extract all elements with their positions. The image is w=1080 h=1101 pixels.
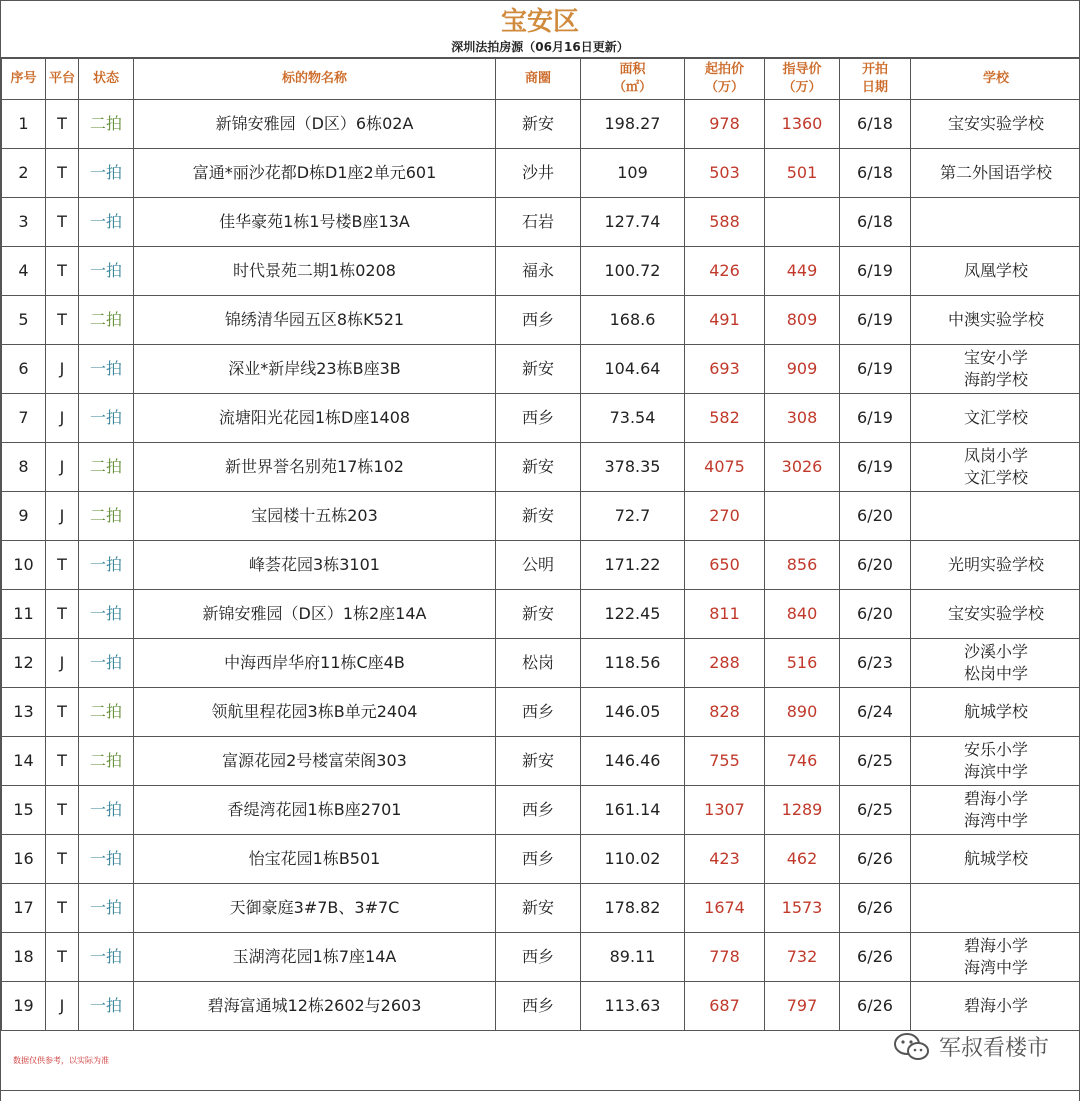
row-size-cell: 378.35: [581, 443, 685, 492]
row-start-price-cell: 4075: [685, 443, 765, 492]
row-name-cell: 时代景苑二期1栋0208: [134, 247, 496, 296]
table-row: [2, 884, 1080, 933]
row-area-cell: 福永: [496, 247, 581, 296]
school-name: 海滨中学: [963, 762, 1028, 781]
row-status-cell: 一拍: [79, 345, 134, 394]
row-date-cell: 6/19: [840, 345, 911, 394]
row-platform-cell: J: [46, 345, 79, 394]
table-row: [2, 688, 1080, 737]
row-platform-cell: J: [46, 443, 79, 492]
row-guide-price-cell: 797: [765, 982, 840, 1031]
row-size-cell: 113.63: [581, 982, 685, 1031]
row-guide-price-cell: 449: [765, 247, 840, 296]
row-school-cell: [911, 541, 1080, 590]
row-start-price-cell: 693: [685, 345, 765, 394]
school-name: 碧海小学: [963, 789, 1028, 808]
row-no-cell: 17: [2, 884, 46, 933]
row-school-cell: [911, 688, 1080, 737]
row-platform-cell: T: [46, 933, 79, 982]
row-date-cell: 6/20: [840, 590, 911, 639]
school-name: 凤岗小学: [963, 446, 1028, 465]
table-row: [2, 982, 1080, 1031]
table-row: [2, 296, 1080, 345]
row-guide-price-cell: 462: [765, 835, 840, 884]
row-start-price-cell: 426: [685, 247, 765, 296]
row-school-cell: [911, 884, 1080, 933]
school-name: 文汇学校: [963, 408, 1028, 427]
row-guide-price-cell: 732: [765, 933, 840, 982]
school-name: 松岗中学: [963, 664, 1028, 683]
row-no-cell: 4: [2, 247, 46, 296]
page-subtitle: 深圳法拍房源（06月16日更新）: [451, 40, 629, 54]
row-start-price-cell: 828: [685, 688, 765, 737]
row-size-cell: 171.22: [581, 541, 685, 590]
row-area-cell: 西乡: [496, 982, 581, 1031]
row-status-cell: 一拍: [79, 541, 134, 590]
row-guide-price-cell: 308: [765, 394, 840, 443]
row-platform-cell: J: [46, 982, 79, 1031]
row-school-cell: [911, 639, 1080, 688]
col-header-guide-price: [765, 59, 840, 100]
row-date-cell: 6/18: [840, 149, 911, 198]
row-no-cell: 1: [2, 100, 46, 149]
row-name-cell: 新锦安雅园（D区）6栋02A: [134, 100, 496, 149]
table-body: [2, 100, 1080, 1031]
row-platform-cell: J: [46, 394, 79, 443]
row-name-cell: 怡宝花园1栋B501: [134, 835, 496, 884]
row-area-cell: 新安: [496, 345, 581, 394]
row-area-cell: 西乡: [496, 688, 581, 737]
row-platform-cell: T: [46, 688, 79, 737]
row-size-cell: 72.7: [581, 492, 685, 541]
row-school-cell: [911, 492, 1080, 541]
row-area-cell: 西乡: [496, 786, 581, 835]
row-status-cell: 一拍: [79, 247, 134, 296]
school-name: 安乐小学: [963, 740, 1028, 759]
row-platform-cell: T: [46, 149, 79, 198]
row-area-cell: 松岗: [496, 639, 581, 688]
row-size-cell: 127.74: [581, 198, 685, 247]
school-name: 光明实验学校: [947, 555, 1044, 574]
row-guide-price-cell: 1360: [765, 100, 840, 149]
row-name-cell: 锦绣清华园五区8栋K521: [134, 296, 496, 345]
col-header-start-price: [685, 59, 765, 100]
row-platform-cell: T: [46, 296, 79, 345]
row-name-cell: 碧海富通城12栋2602与2603: [134, 982, 496, 1031]
col-header-size: [581, 59, 685, 100]
row-school-cell: [911, 737, 1080, 786]
row-guide-price-cell: 840: [765, 590, 840, 639]
row-area-cell: 石岩: [496, 198, 581, 247]
row-no-cell: 13: [2, 688, 46, 737]
row-start-price-cell: 755: [685, 737, 765, 786]
row-date-cell: 6/25: [840, 786, 911, 835]
row-school-cell: [911, 835, 1080, 884]
table-row: [2, 394, 1080, 443]
row-date-cell: 6/19: [840, 296, 911, 345]
row-guide-price-cell: 1573: [765, 884, 840, 933]
row-start-price-cell: 582: [685, 394, 765, 443]
row-status-cell: 二拍: [79, 296, 134, 345]
row-start-price-cell: 288: [685, 639, 765, 688]
row-size-cell: 109: [581, 149, 685, 198]
row-status-cell: 二拍: [79, 737, 134, 786]
row-date-cell: 6/19: [840, 443, 911, 492]
row-no-cell: 5: [2, 296, 46, 345]
row-date-cell: 6/19: [840, 247, 911, 296]
row-start-price-cell: 687: [685, 982, 765, 1031]
row-status-cell: 二拍: [79, 100, 134, 149]
row-size-cell: 178.82: [581, 884, 685, 933]
row-area-cell: 新安: [496, 492, 581, 541]
school-name: 碧海小学: [963, 996, 1028, 1015]
row-start-price-cell: 588: [685, 198, 765, 247]
row-name-cell: 峰荟花园3栋3101: [134, 541, 496, 590]
table-row: [2, 198, 1080, 247]
row-no-cell: 9: [2, 492, 46, 541]
row-no-cell: 2: [2, 149, 46, 198]
row-name-cell: 新世界誉名别苑17栋102: [134, 443, 496, 492]
row-platform-cell: T: [46, 737, 79, 786]
col-header-area: 商圈: [496, 59, 581, 100]
row-date-cell: 6/18: [840, 100, 911, 149]
table-row: [2, 100, 1080, 149]
row-school-cell: [911, 345, 1080, 394]
school-name: 文汇学校: [963, 468, 1028, 487]
col-header-start-line2: （万）: [704, 80, 744, 95]
row-date-cell: 6/23: [840, 639, 911, 688]
row-name-cell: 天御豪庭3#7B、3#7C: [134, 884, 496, 933]
row-guide-price-cell: 809: [765, 296, 840, 345]
row-date-cell: 6/26: [840, 884, 911, 933]
table-row: [2, 247, 1080, 296]
col-header-date-line1: 开拍: [861, 62, 888, 77]
school-name: 海湾中学: [963, 958, 1028, 977]
row-name-cell: 佳华豪苑1栋1号楼B座13A: [134, 198, 496, 247]
row-status-cell: 一拍: [79, 149, 134, 198]
table-row: [2, 933, 1080, 982]
row-guide-price-cell: 856: [765, 541, 840, 590]
row-school-cell: [911, 100, 1080, 149]
school-name: 宝安实验学校: [947, 604, 1044, 623]
col-header-date-line2: 日期: [861, 80, 888, 95]
school-name: 沙溪小学: [963, 642, 1028, 661]
row-size-cell: 168.6: [581, 296, 685, 345]
row-area-cell: 新安: [496, 590, 581, 639]
row-start-price-cell: 978: [685, 100, 765, 149]
row-start-price-cell: 270: [685, 492, 765, 541]
row-platform-cell: T: [46, 198, 79, 247]
row-area-cell: 西乡: [496, 394, 581, 443]
row-area-cell: 新安: [496, 100, 581, 149]
row-size-cell: 73.54: [581, 394, 685, 443]
page-title: 宝安区: [500, 7, 579, 37]
row-size-cell: 146.46: [581, 737, 685, 786]
row-guide-price-cell: 3026: [765, 443, 840, 492]
school-name: 宝安小学: [963, 348, 1028, 367]
row-status-cell: 一拍: [79, 198, 134, 247]
row-area-cell: 西乡: [496, 835, 581, 884]
row-size-cell: 146.05: [581, 688, 685, 737]
row-no-cell: 3: [2, 198, 46, 247]
row-platform-cell: T: [46, 884, 79, 933]
row-no-cell: 19: [2, 982, 46, 1031]
row-name-cell: 流塘阳光花园1栋D座1408: [134, 394, 496, 443]
row-date-cell: 6/26: [840, 835, 911, 884]
row-start-price-cell: 1307: [685, 786, 765, 835]
row-no-cell: 7: [2, 394, 46, 443]
row-platform-cell: T: [46, 100, 79, 149]
school-name: 宝安实验学校: [947, 114, 1044, 133]
row-status-cell: 二拍: [79, 443, 134, 492]
row-status-cell: 二拍: [79, 492, 134, 541]
row-school-cell: [911, 296, 1080, 345]
row-school-cell: [911, 149, 1080, 198]
row-guide-price-cell: 1289: [765, 786, 840, 835]
col-header-start-line1: 起拍价: [704, 62, 744, 77]
row-size-cell: 100.72: [581, 247, 685, 296]
row-platform-cell: J: [46, 639, 79, 688]
table-row: [2, 737, 1080, 786]
row-status-cell: 一拍: [79, 933, 134, 982]
row-status-cell: 一拍: [79, 639, 134, 688]
col-header-no: 序号: [2, 59, 46, 100]
disclaimer-text: 数据仅供参考，以实际为准: [13, 1056, 109, 1065]
row-status-cell: 一拍: [79, 394, 134, 443]
table-row: [2, 149, 1080, 198]
row-school-cell: [911, 443, 1080, 492]
school-name: 凤凰学校: [963, 261, 1028, 280]
row-start-price-cell: 423: [685, 835, 765, 884]
col-header-status: 状态: [79, 59, 134, 100]
row-start-price-cell: 1674: [685, 884, 765, 933]
row-area-cell: 西乡: [496, 296, 581, 345]
row-status-cell: 一拍: [79, 835, 134, 884]
school-name: 海湾中学: [963, 811, 1028, 830]
listing-table: [1, 58, 1080, 1031]
col-header-name: 标的物名称: [134, 59, 496, 100]
row-status-cell: 一拍: [79, 982, 134, 1031]
row-size-cell: 122.45: [581, 590, 685, 639]
row-name-cell: 领航里程花园3栋B单元2404: [134, 688, 496, 737]
footer: [1, 1031, 1079, 1091]
row-guide-price-cell: [765, 492, 840, 541]
row-platform-cell: T: [46, 835, 79, 884]
row-guide-price-cell: 909: [765, 345, 840, 394]
row-name-cell: 宝园楼十五栋203: [134, 492, 496, 541]
row-no-cell: 10: [2, 541, 46, 590]
watermark: [893, 1031, 1049, 1062]
row-guide-price-cell: 746: [765, 737, 840, 786]
row-status-cell: 二拍: [79, 688, 134, 737]
row-date-cell: 6/26: [840, 982, 911, 1031]
row-date-cell: 6/25: [840, 737, 911, 786]
row-status-cell: 一拍: [79, 884, 134, 933]
row-size-cell: 89.11: [581, 933, 685, 982]
row-area-cell: 新安: [496, 443, 581, 492]
table-row: [2, 639, 1080, 688]
row-date-cell: 6/20: [840, 541, 911, 590]
row-size-cell: 161.14: [581, 786, 685, 835]
row-school-cell: [911, 247, 1080, 296]
table-header-row: [2, 59, 1080, 100]
watermark-text: 军叔看楼市: [938, 1036, 1049, 1061]
row-area-cell: 新安: [496, 884, 581, 933]
row-school-cell: [911, 590, 1080, 639]
table-row: [2, 541, 1080, 590]
row-no-cell: 6: [2, 345, 46, 394]
row-size-cell: 198.27: [581, 100, 685, 149]
table-row: [2, 835, 1080, 884]
row-guide-price-cell: 516: [765, 639, 840, 688]
row-status-cell: 一拍: [79, 786, 134, 835]
row-date-cell: 6/20: [840, 492, 911, 541]
table-row: [2, 345, 1080, 394]
row-guide-price-cell: 890: [765, 688, 840, 737]
row-school-cell: [911, 394, 1080, 443]
school-name: 中澳实验学校: [947, 310, 1044, 329]
row-date-cell: 6/24: [840, 688, 911, 737]
row-no-cell: 15: [2, 786, 46, 835]
row-area-cell: 公明: [496, 541, 581, 590]
col-header-date: [840, 59, 911, 100]
row-school-cell: [911, 933, 1080, 982]
row-platform-cell: J: [46, 492, 79, 541]
school-name: 航城学校: [963, 849, 1028, 868]
row-size-cell: 110.02: [581, 835, 685, 884]
row-guide-price-cell: [765, 198, 840, 247]
row-no-cell: 18: [2, 933, 46, 982]
col-header-guide-line2: （万）: [782, 80, 822, 95]
row-name-cell: 玉湖湾花园1栋7座14A: [134, 933, 496, 982]
row-start-price-cell: 650: [685, 541, 765, 590]
row-name-cell: 深业*新岸线23栋B座3B: [134, 345, 496, 394]
school-name: 第二外国语学校: [939, 163, 1052, 182]
row-area-cell: 沙井: [496, 149, 581, 198]
row-no-cell: 16: [2, 835, 46, 884]
row-size-cell: 104.64: [581, 345, 685, 394]
row-name-cell: 新锦安雅园（D区）1栋2座14A: [134, 590, 496, 639]
row-school-cell: [911, 198, 1080, 247]
row-platform-cell: T: [46, 247, 79, 296]
col-header-size-line2: （㎡）: [612, 80, 652, 95]
col-header-school: 学校: [911, 59, 1080, 100]
row-name-cell: 富源花园2号楼富荣阁303: [134, 737, 496, 786]
row-size-cell: 118.56: [581, 639, 685, 688]
row-start-price-cell: 491: [685, 296, 765, 345]
school-name: 碧海小学: [963, 936, 1028, 955]
row-area-cell: 西乡: [496, 933, 581, 982]
row-start-price-cell: 811: [685, 590, 765, 639]
row-start-price-cell: 503: [685, 149, 765, 198]
school-name: 海韵学校: [963, 370, 1028, 389]
table-row: [2, 590, 1080, 639]
row-name-cell: 香缇湾花园1栋B座2701: [134, 786, 496, 835]
table-row: [2, 786, 1080, 835]
row-school-cell: [911, 982, 1080, 1031]
row-area-cell: 新安: [496, 737, 581, 786]
row-status-cell: 一拍: [79, 590, 134, 639]
row-school-cell: [911, 786, 1080, 835]
row-start-price-cell: 778: [685, 933, 765, 982]
row-no-cell: 8: [2, 443, 46, 492]
row-platform-cell: T: [46, 541, 79, 590]
row-name-cell: 中海西岸华府11栋C座4B: [134, 639, 496, 688]
col-header-guide-line1: 指导价: [782, 62, 822, 77]
school-name: 航城学校: [963, 702, 1028, 721]
row-name-cell: 富通*丽沙花都D栋D1座2单元601: [134, 149, 496, 198]
row-platform-cell: T: [46, 786, 79, 835]
table-row: [2, 443, 1080, 492]
wechat-icon: [893, 1032, 931, 1062]
title-block: [1, 0, 1079, 58]
row-date-cell: 6/19: [840, 394, 911, 443]
col-header-size-line1: 面积: [619, 62, 646, 77]
row-no-cell: 12: [2, 639, 46, 688]
row-platform-cell: T: [46, 590, 79, 639]
row-no-cell: 14: [2, 737, 46, 786]
row-guide-price-cell: 501: [765, 149, 840, 198]
row-no-cell: 11: [2, 590, 46, 639]
col-header-platform: 平台: [46, 59, 79, 100]
row-date-cell: 6/18: [840, 198, 911, 247]
table-row: [2, 492, 1080, 541]
row-date-cell: 6/26: [840, 933, 911, 982]
